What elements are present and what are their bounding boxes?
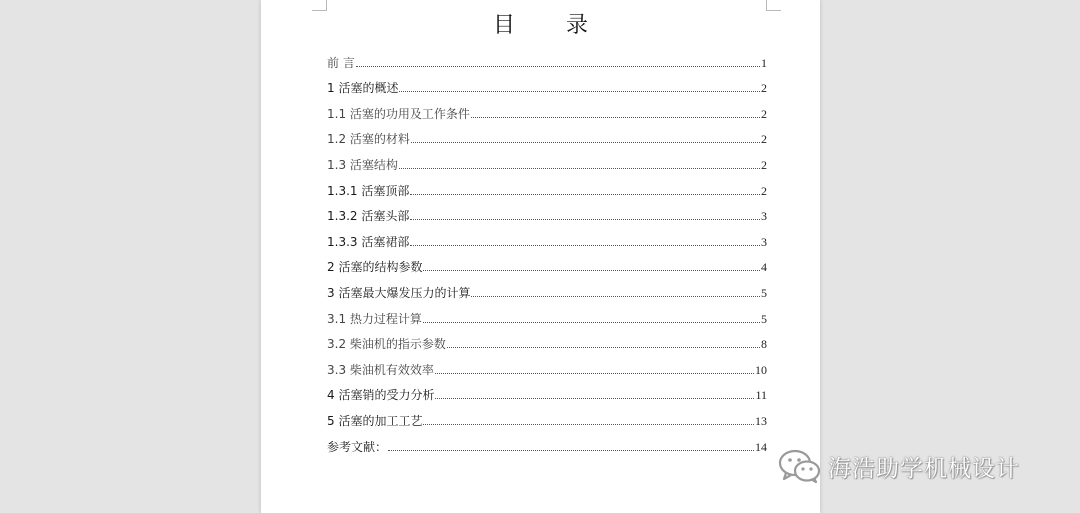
dot-leader — [423, 423, 754, 425]
toc-entry-page-number: 11 — [755, 388, 767, 403]
toc-entry-label: 前 言 — [327, 55, 355, 70]
toc-entry-page-number: 10 — [755, 362, 767, 377]
toc-entry-page-number: 2 — [761, 106, 767, 121]
watermark — [778, 448, 1020, 484]
dot-leader — [423, 321, 760, 323]
toc-entry-label: 1.1 活塞的功用及工作条件 — [327, 106, 470, 121]
toc-entry-label: 2 活塞的结构参数 — [327, 260, 423, 275]
toc-entry[interactable] — [327, 225, 767, 251]
toc-entry-label: 1.2 活塞的材料 — [327, 132, 410, 147]
toc-entry-page-number: 2 — [761, 132, 767, 147]
dot-leader — [399, 167, 760, 169]
toc-entry-label: 3.1 热力过程计算 — [327, 311, 422, 326]
toc-entry[interactable] — [327, 302, 767, 328]
dot-leader — [435, 397, 754, 399]
toc-entry-page-number: 5 — [761, 285, 767, 300]
toc-entry-page-number: 13 — [755, 413, 767, 428]
toc-entry-page-number: 2 — [761, 183, 767, 198]
dot-leader — [447, 346, 760, 348]
toc-entry-label: 4 活塞销的受力分析 — [327, 388, 435, 403]
toc-entry-label: 3.2 柴油机的指示参数 — [327, 337, 446, 352]
toc-entry[interactable] — [327, 97, 767, 123]
toc-entry-page-number: 8 — [761, 337, 767, 352]
toc-entry-page-number: 1 — [761, 55, 767, 70]
dot-leader — [410, 218, 760, 220]
toc-entry[interactable] — [327, 148, 767, 174]
toc-entry-page-number: 2 — [761, 81, 767, 96]
toc-entry-label: 1 活塞的概述 — [327, 81, 399, 96]
toc-entry-page-number: 5 — [761, 311, 767, 326]
dot-leader — [471, 116, 760, 118]
toc-entry-page-number: 14 — [755, 439, 767, 454]
toc-entry-page-number: 3 — [761, 234, 767, 249]
dot-leader — [471, 295, 760, 297]
dot-leader — [410, 244, 760, 246]
document-page — [261, 0, 820, 513]
dot-leader — [399, 90, 760, 92]
toc-entry[interactable] — [327, 200, 767, 226]
toc-entry-label: 3 活塞最大爆发压力的计算 — [327, 285, 471, 300]
dot-leader — [356, 65, 760, 67]
toc-entry[interactable] — [327, 430, 767, 456]
toc-entry[interactable] — [327, 379, 767, 405]
toc-entry-page-number: 3 — [761, 209, 767, 224]
dot-leader — [388, 449, 754, 451]
table-of-contents — [327, 46, 767, 456]
toc-entry[interactable] — [327, 276, 767, 302]
dot-leader — [410, 193, 760, 195]
toc-entry[interactable] — [327, 123, 767, 149]
toc-entry-label: 1.3.1 活塞顶部 — [327, 183, 410, 198]
toc-entry-page-number: 2 — [761, 157, 767, 172]
watermark-text: 海浩助学机械设计 — [828, 455, 1020, 482]
toc-entry[interactable] — [327, 328, 767, 354]
dot-leader — [423, 269, 760, 271]
toc-entry[interactable] — [327, 174, 767, 200]
toc-entry-label: 1.3.3 活塞裙部 — [327, 234, 410, 249]
toc-entry[interactable] — [327, 353, 767, 379]
toc-entry[interactable] — [327, 46, 767, 72]
toc-entry[interactable] — [327, 72, 767, 98]
toc-entry[interactable] — [327, 404, 767, 430]
toc-entry-label: 参考文献： — [327, 439, 388, 454]
toc-entry-page-number: 4 — [761, 260, 767, 275]
toc-entry-label: 1.3.2 活塞头部 — [327, 209, 410, 224]
toc-entry-label: 5 活塞的加工工艺 — [327, 413, 423, 428]
wechat-icon — [778, 448, 822, 484]
dot-leader — [435, 372, 754, 374]
toc-entry[interactable] — [327, 251, 767, 277]
toc-entry-label: 3.3 柴油机有效效率 — [327, 362, 434, 377]
toc-title: 目 录 — [493, 13, 610, 38]
dot-leader — [411, 141, 760, 143]
toc-entry-label: 1.3 活塞结构 — [327, 157, 398, 172]
